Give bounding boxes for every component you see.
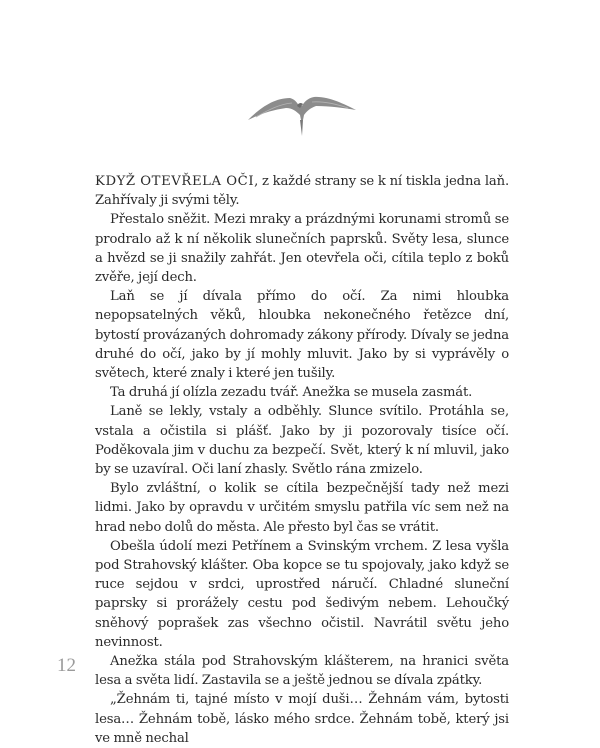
paragraph-3: Laň se jí dívala přímo do očí. Za nimi hloubka nepopsatelných věků, hloubka nekonečného řetězce dní, bytostí provázaných dohromady zákony přírody. Dívaly se jedna druhé do očí, jako by jí mohly mluvit. Jako by si vyprávěly o světech, které znaly i které jen tušily. [95, 289, 509, 382]
paragraph-8: Anežka stála pod Strahovským klášterem, na hranici světa lesa a světa lidí. Zastavila se a ještě jednou se dívala zpátky. [95, 654, 509, 689]
paragraph-6: Bylo zvláštní, o kolik se cítila bezpečnější tady než mezi lidmi. Jako by opravdu v určitém smyslu patřila víc sem než na hrad nebo dolů do města. Ale přesto byl čas se vrátit. [95, 481, 509, 535]
paragraph-9: „Žehnám ti, tajné místo v mojí duši… Žehnám vám, bytosti lesa… Žehnám tobě, lásko mého srdce. Žehnám tobě, který jsi ve mně nechal [95, 692, 509, 746]
paragraph-2: Přestalo sněžit. Mezi mraky a prázdnými korunami stromů se prodralo až k ní několik slunečních paprsků. Světy lesa, slunce a hvězd se ji snažily zahřát. Jen otevřela oči, cítila teplo z boků zvěře, její dech. [95, 212, 509, 286]
chapter-opening-words: KDYŽ OTEVŘELA OČI [95, 174, 255, 189]
bird-in-flight-icon [248, 84, 356, 138]
chapter-text [95, 172, 509, 748]
paragraph-4: Ta druhá jí olízla zezadu tvář. Anežka se musela zasmát. [110, 385, 473, 401]
paragraph-5: Laně se lekly, vstaly a odběhly. Slunce svítilo. Protáhla se, vstala a očistila si plášť. Jako by ji pozorovaly tisíce očí. Poděkovala jim v duchu za bezpečí. Svět, který k ní mluvil, jako by se uzavíral. Oči laní zhasly. Světlo rána zmizelo. [95, 404, 509, 478]
paragraph-7: Obešla údolí mezi Petřínem a Svinským vrchem. Z lesa vyšla pod Strahovský klášter. Oba kopce se tu spojovaly, jako když se ruce sejdou v srdci, uprostřed náručí. Chladné sluneční paprsky si prorážely cestu pod šedivým nebem. Lehoučký sněhový poprašek zas všechno očistil. Navrátil světu jeho nevinnost. [95, 538, 509, 650]
paragraph-1-text: , z každé strany se k ní tiskla jedna laň. Zahřívaly ji svými těly. [95, 174, 509, 209]
paragraph-1 [95, 172, 509, 210]
page-number: 12 [57, 655, 76, 676]
